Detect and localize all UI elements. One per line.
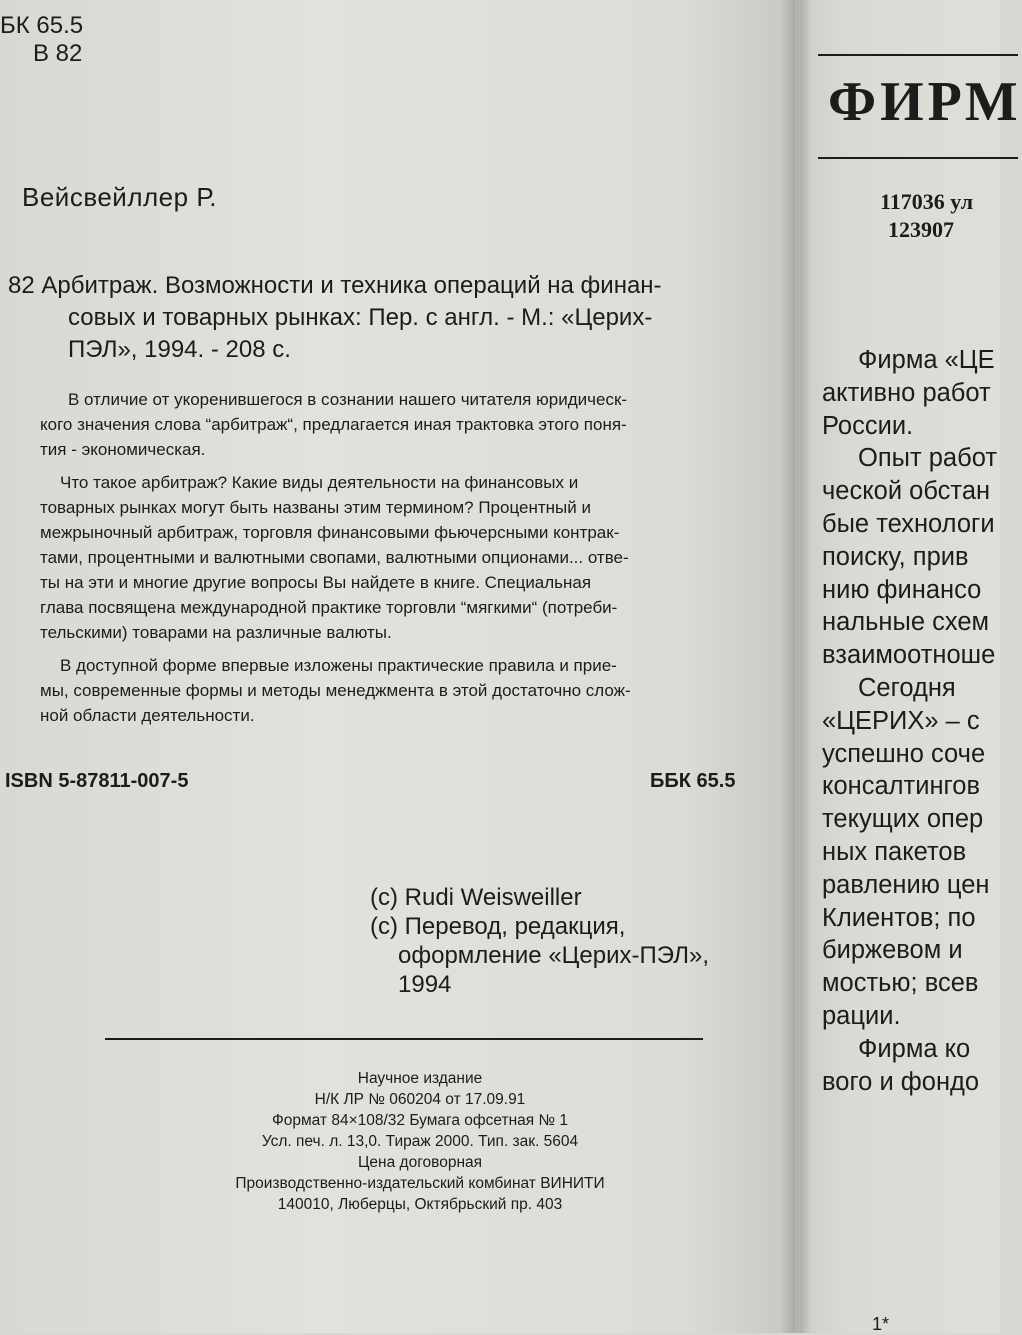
annotation-paragraph <box>40 387 780 462</box>
copyright-line: оформление «Церих-ПЭЛ», <box>398 942 709 969</box>
biblio-line: ПЭЛ», 1994. - 208 с. <box>68 336 291 363</box>
right-body-line: нальные схем <box>822 608 990 637</box>
right-body-line: Фирма «ЦЕ <box>858 346 995 374</box>
right-body-line: Опыт работ <box>858 444 998 473</box>
imprint-line: Н/К ЛР № 060204 от 17.09.91 <box>314 1091 526 1108</box>
page-number: 1* <box>872 1314 890 1334</box>
annotation-line: кого значения слова “арбитраж“, предлагается иная трактовка этого поня- <box>40 415 627 434</box>
bbk-index-line: БК 65.5 <box>0 12 84 39</box>
right-page-title: ФИРМ <box>828 71 1022 133</box>
copyright-line: (c) Перевод, редакция, <box>370 913 626 940</box>
right-body-line: ных пакетов <box>822 837 967 866</box>
annotation-line: тельскими) товарами на различные валюты. <box>40 623 392 642</box>
bibliographic-record <box>8 270 768 366</box>
imprint-line: Формат 84×108/32 Бумага офсетная № 1 <box>271 1112 569 1129</box>
imprint-line: Усл. печ. л. 13,0. Тираж 2000. Тип. зак. 5604 <box>261 1133 579 1150</box>
right-body-line: ческой обстан <box>822 477 991 506</box>
right-body-line: равлению цен <box>822 870 990 899</box>
right-body-line: бые технологи <box>822 509 995 538</box>
biblio-line: 82 Арбитраж. Возможности и техника операций на финан- <box>8 272 662 299</box>
annotation-line: ты на эти и многие другие вопросы Вы найдете в книге. Специальная <box>40 573 592 592</box>
annotation <box>40 387 780 728</box>
right-body-line: Сегодня <box>858 673 956 702</box>
right-page-body <box>822 344 997 1098</box>
annotation-line: В отличие от укоренившегося в сознании нашего читателя юридическ- <box>68 390 628 409</box>
imprint-line: 140010, Люберцы, Октябрьский пр. 403 <box>277 1196 563 1213</box>
imprint-line: Цена договорная <box>357 1154 483 1171</box>
annotation-line: тами, процентными и валютными свопами, валютными опционами... отве- <box>40 548 629 567</box>
right-body-line: мостью; всев <box>822 969 979 998</box>
right-body-line: текущих опер <box>822 805 984 834</box>
right-body-line: активно работ <box>822 378 991 407</box>
annotation-line: Что такое арбитраж? Какие виды деятельности на финансовых и <box>60 473 579 492</box>
right-body-line: России. <box>822 411 914 440</box>
copyright-block <box>370 883 709 999</box>
annotation-line: ной области деятельности. <box>40 706 255 725</box>
right-body-line: консалтингов <box>822 772 980 801</box>
right-body-line: успешно соче <box>822 739 986 768</box>
right-body-line: рации. <box>822 1001 901 1030</box>
annotation-line: тия - экономическая. <box>40 440 206 459</box>
imprint-line: Производственно-издательский комбинат ВИНИТИ <box>235 1175 605 1192</box>
annotation-paragraph <box>40 470 780 645</box>
right-body-line: Фирма ко <box>858 1034 971 1063</box>
right-body-line: нию финансо <box>822 575 982 604</box>
right-body-line: вого и фондо <box>822 1067 980 1096</box>
author-name: Вейсвейллер Р. <box>22 182 217 212</box>
bbk-index-line: В 82 <box>33 40 83 67</box>
annotation-line: товарных рынках могут быть названы этим термином? Процентный и <box>40 498 591 517</box>
biblio-line: совых и товарных рынках: Пер. с англ. - М.: «Церих- <box>68 304 653 331</box>
copyright-line: (c) Rudi Weisweiller <box>370 884 582 911</box>
right-body-line: поиску, прив <box>822 542 969 571</box>
right-body-line: биржевом и <box>822 936 963 965</box>
annotation-paragraph <box>40 653 780 728</box>
right-body-line: Клиентов; по <box>822 903 976 932</box>
divider-rule <box>105 1038 703 1040</box>
annotation-line: межрыночный арбитраж, торговля финансовыми фьючерсными контрак- <box>40 523 620 542</box>
bbk-code: ББК 65.5 <box>650 770 736 792</box>
book-gutter <box>780 0 812 1333</box>
title-rule-top <box>818 54 1018 56</box>
annotation-line: В доступной форме впервые изложены практические правила и прие- <box>60 656 617 675</box>
annotation-line: глава посвящена международной практике торговли “мягкими“ (потреби- <box>40 598 618 617</box>
title-rule-bottom <box>818 157 1018 159</box>
right-body-line: «ЦЕРИХ» – с <box>822 706 980 735</box>
imprint-line: Научное издание <box>357 1070 483 1087</box>
imprint-block <box>160 1068 680 1215</box>
annotation-line: мы, современные формы и методы менеджмента в этой достаточно слож- <box>40 681 631 700</box>
isbn: ISBN 5-87811-007-5 <box>5 770 189 792</box>
bbk-index-top <box>0 12 83 68</box>
address-line: 123907 <box>888 217 954 242</box>
address-block <box>880 188 973 244</box>
copyright-line: 1994 <box>398 971 452 998</box>
right-body-line: взаимоотноше <box>822 641 996 670</box>
address-line: 117036 ул <box>880 189 974 214</box>
